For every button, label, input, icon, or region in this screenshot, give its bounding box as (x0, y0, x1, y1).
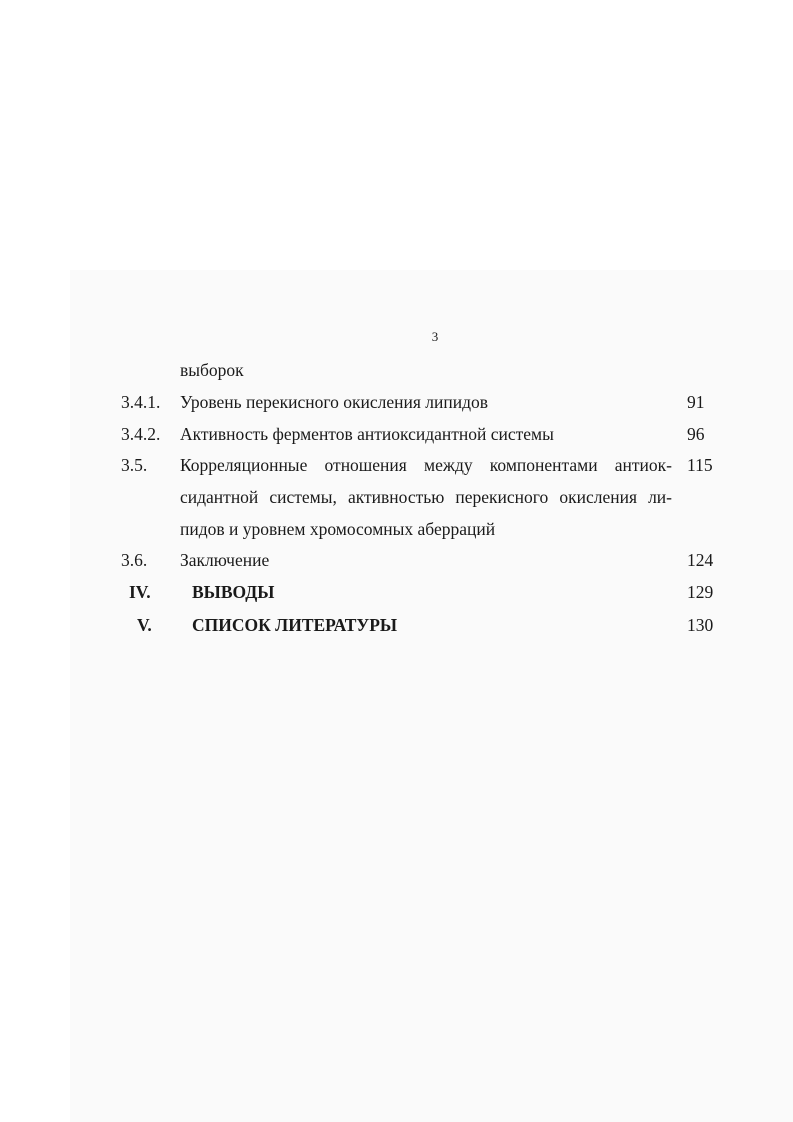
toc-entry-title: Заключение (180, 550, 270, 570)
toc-entry-number: V. (137, 615, 152, 635)
toc-entry-title-line: пидов и уровнем хромосомных аберраций (180, 519, 496, 539)
toc-entry-page: 91 (687, 392, 705, 412)
toc-continuation-text: выборок (180, 360, 244, 380)
toc-entry-title-line: Корреляционные отношения между компонентами антиок- (180, 455, 672, 475)
page-number: 3 (431, 329, 439, 344)
toc-entry-page: 130 (687, 615, 714, 635)
toc-entry-title-line: сидантной системы, активностью перекисного окисления ли- (180, 487, 672, 507)
toc-entry-page: 129 (687, 582, 714, 602)
toc-entry-number: IV. (129, 582, 151, 602)
toc-entry-page: 124 (687, 550, 714, 570)
toc-entry-title: СПИСОК ЛИТЕРАТУРЫ (192, 615, 398, 635)
toc-entry-page: 96 (687, 424, 705, 444)
toc-entry-title: ВЫВОДЫ (192, 582, 275, 602)
toc-entry-title (180, 449, 672, 545)
toc-entry-page: 115 (687, 455, 713, 475)
toc-entry-title: Уровень перекисного окисления липидов (180, 392, 489, 412)
toc-entry-number: 3.4.2. (121, 424, 161, 444)
toc-entry-number: 3.5. (121, 455, 148, 475)
toc-entry-number: 3.4.1. (121, 392, 161, 412)
toc-entry-title: Активность ферментов антиоксидантной системы (180, 424, 554, 444)
toc-entry-number: 3.6. (121, 550, 148, 570)
